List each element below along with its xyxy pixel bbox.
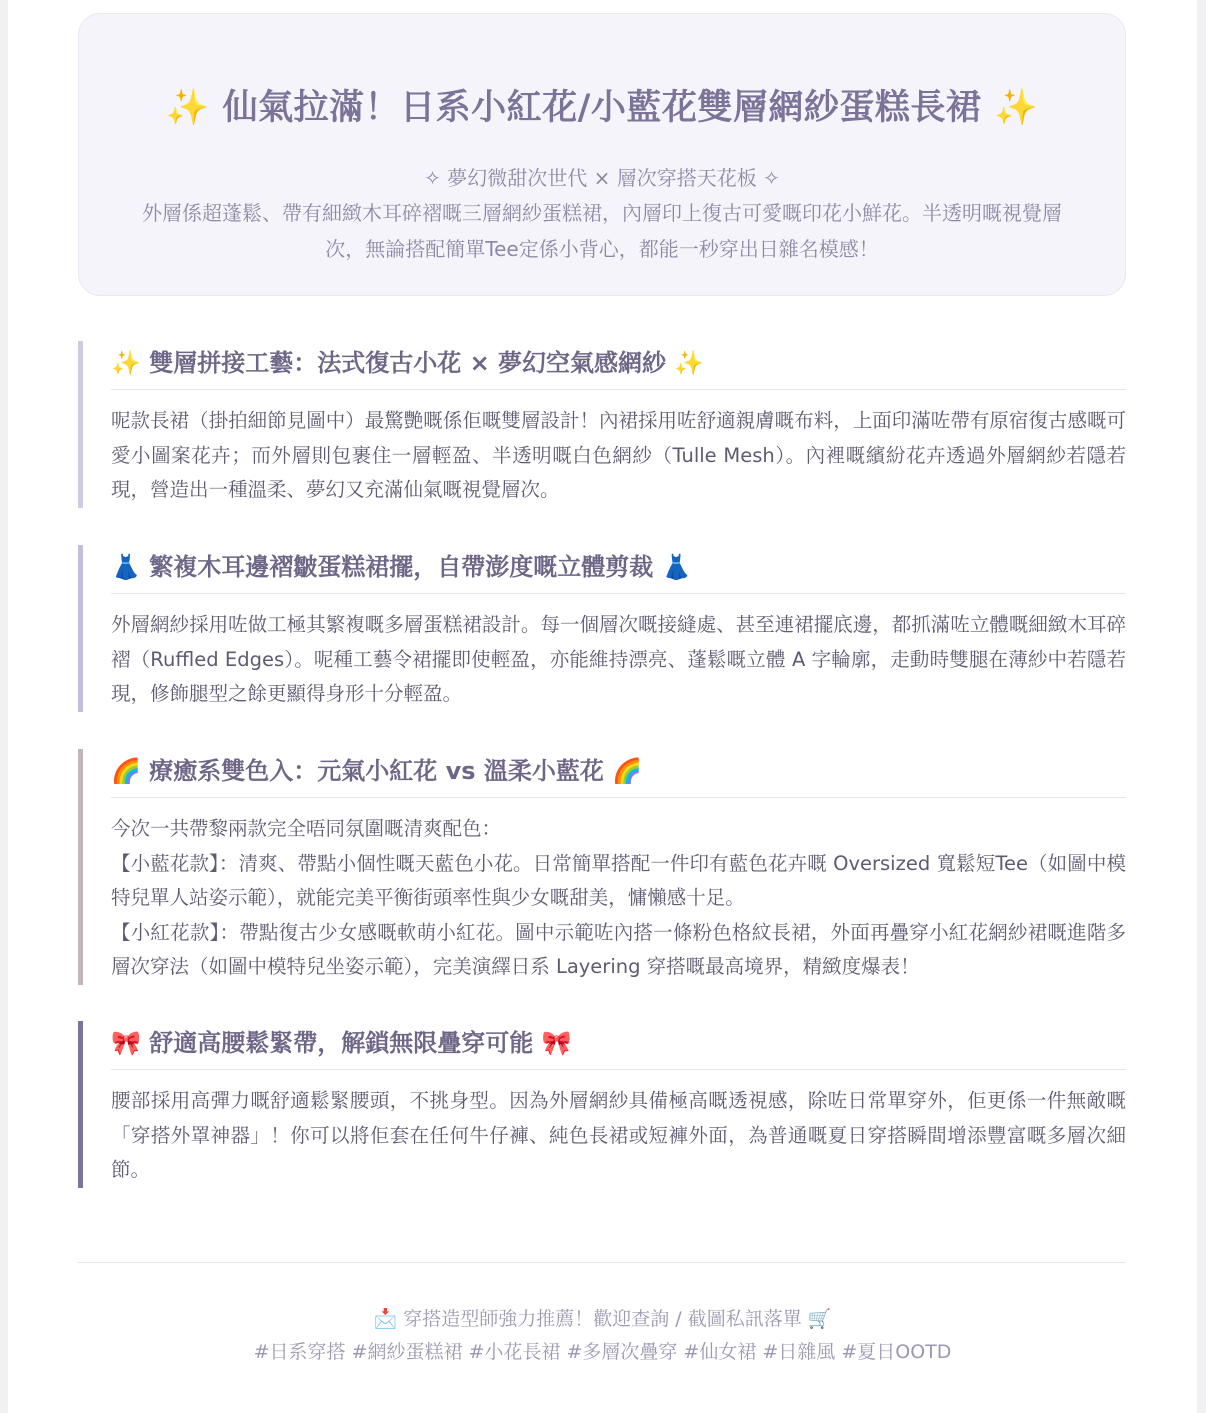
section-body — [111, 1084, 1126, 1188]
section-body — [111, 608, 1126, 712]
section-waistband — [78, 1021, 1126, 1188]
page-title: ✨ 仙氣拉滿！日系小紅花/小藍花雙層網紗蛋糕長裙 ✨ — [165, 88, 1039, 128]
section-heading: 🌈 療癒系雙色入：元氣小紅花 vs 溫柔小藍花 🌈 — [111, 749, 1126, 798]
header-card — [78, 13, 1126, 296]
page — [8, 0, 1197, 1413]
intro-text: 外層係超蓬鬆、帶有細緻木耳碎褶嘅三層網紗蛋糕裙，內層印上復古可愛嘅印花小鮮花。半透明嘅視覺層次，無論搭配簡單Tee定係小背心，都能一秒穿出日雜名模感！ — [142, 201, 1062, 261]
footer-divider — [78, 1262, 1126, 1263]
section-body — [111, 404, 1126, 508]
section-paragraph: 外層網紗採用咗做工極其繁複嘅多層蛋糕裙設計。每一個層次嘅接縫處、甚至連裙擺底邊，都抓滿咗立體嘅細緻木耳碎褶（Ruffled Edges）。呢種工藝令裙擺即使輕盈，亦能維持漂亮、蓬鬆嘅立體 A 字輪廓，走動時雙腿在薄紗中若隱若現，修飾腿型之餘更顯得身形十分輕盈。 — [111, 613, 1126, 705]
section-paragraph: 呢款長裙（掛拍細節見圖中）最驚艷嘅係佢嘅雙層設計！內裙採用咗舒適親膚嘅布料，上面印滿咗帶有原宿復古感嘅可愛小圖案花卉；而外層則包裹住一層輕盈、半透明嘅白色網紗（Tulle Mesh）。內裡嘅繽紛花卉透過外層網紗若隱若現，營造出一種溫柔、夢幻又充滿仙氣嘅視覺層次。 — [111, 409, 1126, 501]
section-heading: 👗 繁複木耳邊褶皺蛋糕裙擺，自帶澎度嘅立體剪裁 👗 — [111, 545, 1126, 594]
footer-hashtags: #日系穿搭 #網紗蛋糕裙 #小花長裙 #多層次疊穿 #仙女裙 #日雜風 #夏日OOTD — [253, 1341, 952, 1363]
section-body — [111, 812, 1126, 985]
section-two-colors — [78, 749, 1126, 985]
section-paragraph: 腰部採用高彈力嘅舒適鬆緊腰頭，不挑身型。因為外層網紗具備極高嘅透視感，除咗日常單穿外，佢更係一件無敵嘅「穿搭外罩神器」！你可以將佢套在任何牛仔褲、純色長裙或短褲外面，為普通嘅夏日穿搭瞬間增添豐富嘅多層次細節。 — [111, 1089, 1126, 1181]
section-heading: ✨ 雙層拼接工藝：法式復古小花 × 夢幻空氣感網紗 ✨ — [111, 341, 1126, 390]
section-heading: 🎀 舒適高腰鬆緊帶，解鎖無限疊穿可能 🎀 — [111, 1021, 1126, 1070]
section-paragraph-red: 【小紅花款】：帶點復古少女感嘅軟萌小紅花。圖中示範咗內搭一條粉色格紋長裙，外面再疊穿小紅花網紗裙嘅進階多層次穿法（如圖中模特兒坐姿示範），完美演繹日系 Layering 穿搭嘅最高境界，精緻度爆表！ — [111, 920, 1126, 978]
section-ruffle-skirt — [78, 545, 1126, 712]
section-paragraph: 今次一共帶黎兩款完全唔同氛圍嘅清爽配色： — [111, 817, 502, 840]
footer-cta: 📩 穿搭造型師強力推薦！歡迎查詢 / 截圖私訊落單 🛒 — [373, 1308, 832, 1330]
section-double-layer — [78, 341, 1126, 508]
page-subtitle: ✧ 夢幻微甜次世代 × 層次穿搭天花板 ✧ — [424, 166, 780, 190]
section-paragraph-blue: 【小藍花款】：清爽、帶點小個性嘅天藍色小花。日常簡單搭配一件印有藍色花卉嘅 Oversized 寬鬆短Tee（如圖中模特兒單人站姿示範），就能完美平衡街頭率性與少女嘅甜美，慵懶感十足。 — [111, 851, 1126, 909]
